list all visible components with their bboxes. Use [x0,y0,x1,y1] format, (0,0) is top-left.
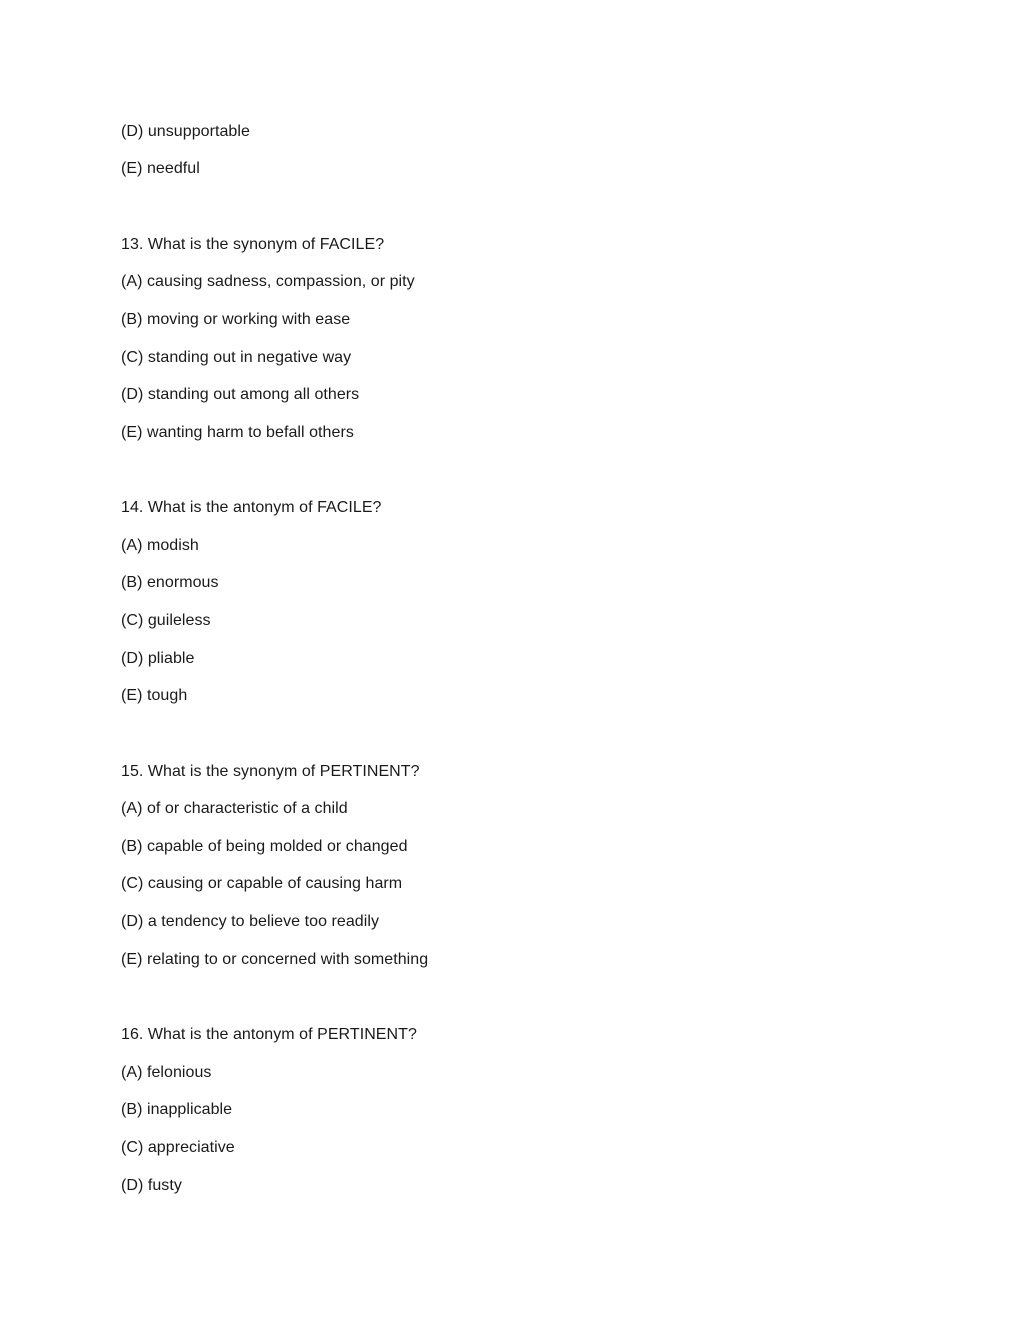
question-15-option-a: (A) of or characteristic of a child [121,800,348,817]
question-14-option-e: (E) tough [121,687,188,704]
question-14-option-a: (A) modish [121,537,199,554]
question-16-option-c: (C) appreciative [121,1139,235,1156]
question-14-option-b: (B) enormous [121,574,219,591]
question-15-option-e: (E) relating to or concerned with something [121,951,429,968]
question-13-option-a: (A) causing sadness, compassion, or pity [121,273,415,290]
question-15-option-b: (B) capable of being molded or changed [121,838,408,855]
question-16-option-d: (D) fusty [121,1177,182,1194]
question-13-option-c: (C) standing out in negative way [121,349,352,366]
question-16-option-a: (A) felonious [121,1064,212,1081]
question-14-prompt: 14. What is the antonym of FACILE? [121,499,382,516]
question-13-option-d: (D) standing out among all others [121,386,360,403]
question-14-option-c: (C) guileless [121,612,211,629]
question-13-prompt: 13. What is the synonym of FACILE? [121,236,385,253]
question-15-option-c: (C) causing or capable of causing harm [121,875,403,892]
question-13-option-e: (E) wanting harm to befall others [121,424,354,441]
question-13-option-b: (B) moving or working with ease [121,311,351,328]
question-14-option-d: (D) pliable [121,650,195,667]
option-e: (E) needful [121,160,200,177]
question-15-prompt: 15. What is the synonym of PERTINENT? [121,763,420,780]
question-16-prompt: 16. What is the antonym of PERTINENT? [121,1026,417,1043]
option-d: (D) unsupportable [121,123,250,140]
question-16-option-b: (B) inapplicable [121,1101,233,1118]
question-15-option-d: (D) a tendency to believe too readily [121,913,379,930]
